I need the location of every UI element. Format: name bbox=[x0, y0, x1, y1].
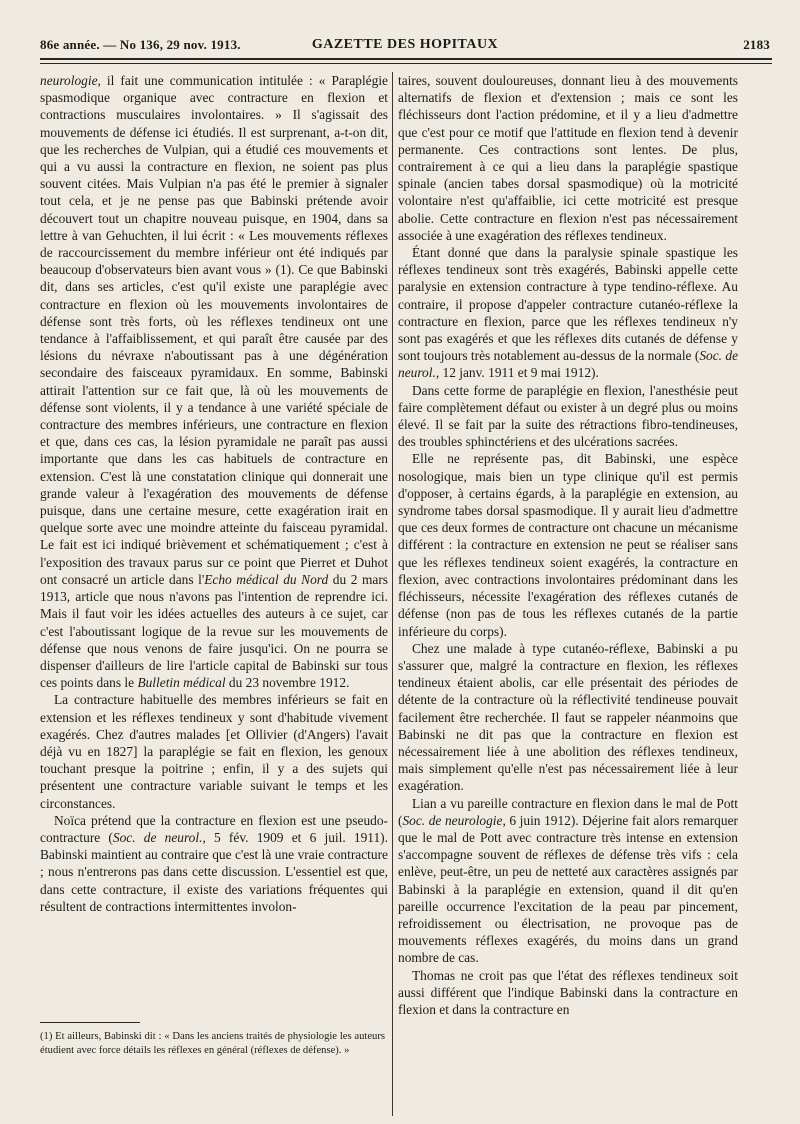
paragraph-text: , 6 juin 1912). Déjerine fait alors remarquer que le mal de Pott avec contracture très intense en extension s'accompagne souvent de réflexes de défense très vifs : cela enlève, peut-être, un peu de netteté aux caractères assignés par Babinski à la paraplégie en extension, quand il dit qu'en pareille occurrence l'excitation de la peau par pincement, refroidissement ou électrisation, ne provoque pas de mouvements réflexes exagérés, du moins dans un grand nombre de cas. bbox=[398, 812, 738, 966]
left-column bbox=[40, 72, 388, 915]
paragraph-text: Étant donné que dans la paralysie spinale spastique les réflexes tendineux sont très exagérés, Babinski appelle cette paralysie en extension contracture à type tendino-réflexe. Au contraire, il propose d'appeler contracture cutanéo-réflexe la contracture en flexion, parce que les réflexes tendineux n'y sont pas exagérés et que les réflexes dits cutanés de défense y sont toujours très notablement au-dessus de la normale ( bbox=[398, 245, 738, 364]
paragraph-text: du 2 mars 1913, article que nous n'avons pas l'intention de reprendre ici. Mais il faut voir les idées actuelles des auteurs à ce sujet, car c'est l'aboutissant logique de la revue sur les mouvements de défense que nous venons de faire jusqu'ici. On ne pourra se dispenser d'ailleurs de lire l'article capital de Babinski sur tous ces points dans le bbox=[40, 571, 389, 691]
header-rule-thin bbox=[40, 63, 772, 64]
journal-citation: Soc. de neurol. bbox=[398, 348, 739, 381]
paragraph bbox=[398, 795, 738, 967]
paragraph: taires, souvent douloureuses, donnant lieu à des mouvements alternatifs de flexion et d'extension ; mais ce sont les fléchisseurs dont l'action prédomine, et il y a lieu d'admettre que c'est pour ce motif que l'attitude en flexion tend à devenir permanente. Ces contractions sont lentes. De plus, contrairement à ce qui a lieu dans la paraplégie spastique spinale (ancien tabes dorsal spasmodique) où la motricité volontaire n'est qu'affaiblie, ici cette motricité est presque abolie. Cette contracture en flexion n'est pas nécessairement associée à une exagération des réflexes tendineux. bbox=[398, 73, 738, 243]
journal-citation: Bulletin médical bbox=[137, 675, 226, 691]
italic-term: neurologie, bbox=[40, 73, 101, 88]
column-divider bbox=[392, 72, 393, 1116]
paragraph-text: il fait une communication intitulée : « Paraplégie spasmodique organique avec contracture en flexion et contractions musculaires involontaires. » Il s'agissait des mouvements de défense ici étudiés. Il est surprenant, a-t-on dit, que les recherches de Vulpian, qui a étudié ces mouvements et qui a vu aussi la contracture en flexion, ne soient pas plus souvent citées. Mais Vulpian n'a pas été le premier à signaler tout cela, et je ne pense pas que Babinski prétende avoir découvert tout un chapitre nouveau puisque, en 1904, dans sa lettre à van Gehuchten, il lui écrit : « Les mouvements réflexes de raccourcissement du membre inférieur ont été indiqués par beaucoup d'observateurs bien avant vous » (1). Ce que Babinski dit, dans ses articles, c'est qu'il existe une paraplégie avec contracture en flexion où les mouvements involontaires de défense sont très forts, où les réflexes tendineux ont une tendance à l'affaiblissement, et qui paraît être causée par des lésions du névraxe n'aboutissant pas à une dégénération secondaire des faisceaux pyramidaux. En somme, Babinski attirait l'attention sur ce fait que, là où les mouvements de défense sont violents, il y a tendance à une variété spéciale de contracture des membres inférieurs, une contracture en flexion et que, dans ces cas, la lésion pyramidale ne paraît pas aussi importante que dans les cas habituels de contracture en extension. C'est là une constatation clinique qui donnerait une grande valeur à l'exagération des mouvements de défense puisque, dans une certaine mesure, cette exagération irait en quelque sorte avec une moindre atteinte du faisceau pyramidal. Le fait est ici indiqué brièvement et schématiquement ; c'est à l'exposition des travaux parus sur ce point que Pierret et Duhot ont consacré un article dans l' bbox=[40, 73, 388, 587]
page-number: 2183 bbox=[743, 37, 770, 52]
issue-info: 86e année. — No 136, 29 nov. 1913. bbox=[40, 37, 241, 52]
paragraph-text: du 23 novembre 1912. bbox=[225, 675, 350, 691]
header-rule-thick bbox=[40, 58, 772, 60]
journal-citation: Soc. de neurol. bbox=[112, 829, 203, 845]
paragraph bbox=[398, 244, 738, 382]
paragraph bbox=[40, 812, 388, 915]
footnote: (1) Et ailleurs, Babinski dit : « Dans les anciens traités de physiologie les auteurs étudient avec force détails les réflexes en général (réflexes de défense). » bbox=[40, 1031, 385, 1056]
paragraph: Elle ne représente pas, dit Babinski, une espèce nosologique, mais bien un type clinique qu'il est permis d'opposer, à certains égards, à la paraplégie en extension, au syndrome tabes dorsal spasmodique. Il y aurait lieu d'admettre que ces deux formes de contracture ont chacune un mécanisme différent : la contracture en extension ne peut se réaliser sans que les réflexes tendineux soient exagérés, la contracture en flexion, avec contractions involontaires prédominant dans les fléchisseurs, nécessite l'exagération des réflexes cutanés de défense (non pas de tous les réflexes cutanés de la partie inférieure du corps). bbox=[398, 451, 738, 639]
paragraph bbox=[40, 72, 388, 691]
paragraph: Dans cette forme de paraplégie en flexion, l'anesthésie peut faire complètement défaut ou exister à un degré plus ou moins élevé. Il se fait par la suite des rétractions fibro-tendineuses, des troubles sphinctériens et des ulcérations sacrées. bbox=[398, 382, 738, 450]
paragraph-text: , 5 fév. 1909 et 6 juil. 1911). Babinski maintient au contraire que c'est là une vraie contracture ; nous n'entrerons pas dans cette discussion. L'essentiel est que, dans cette contracture, il existe des variations fréquentes qui résultent de contractions intermittentes involon- bbox=[40, 829, 388, 914]
paragraph: Chez une malade à type cutanéo-réflexe, Babinski a pu s'assurer que, malgré la contracture en flexion, les réflexes tendineux étaient abolis, car elle présentait des périodes de détente de la contracture où la réflectivité tendineuse pouvait facilement être recherchée. Il faut se rappeler néanmoins que Babinski ne dit pas que la contracture en flexion est nécessairement liée à une abolition des réflexes tendineux, mais simplement qu'elle n'est pas nécessairement liée à leur exagération. bbox=[398, 640, 738, 794]
journal-citation: Echo médical du Nord bbox=[204, 571, 329, 587]
running-header bbox=[40, 33, 770, 57]
paragraph: Thomas ne croit pas que l'état des réflexes tendineux soit aussi différent que l'indique Babinski dans la contracture en flexion et dans la contracture en bbox=[398, 967, 738, 1017]
paragraph-text: Noïca prétend que la contracture en flexion est une pseudo-contracture ( bbox=[40, 812, 388, 845]
paragraph-text: Lian a vu pareille contracture en flexion dans le mal de Pott ( bbox=[398, 795, 738, 828]
journal-title: GAZETTE DES HOPITAUX bbox=[311, 37, 499, 52]
paragraph-text: , 12 janv. 1911 et 9 mai 1912). bbox=[435, 365, 599, 381]
paragraph: La contracture habituelle des membres inférieurs se fait en extension et les réflexes tendineux y sont d'habitude vivement exagérés. Chez d'autres malades [et Ollivier (d'Angers) l'avait déjà vu en 1827] la paraplégie se fait en flexion, les genoux touchant presque la poitrine ; enfin, il y a des sujets qui présentent une contracture variable suivant le temps et les circonstances. bbox=[40, 692, 388, 811]
right-column bbox=[398, 72, 738, 1018]
journal-citation: Soc. de neurologie bbox=[402, 812, 503, 828]
footnote-rule bbox=[40, 1022, 140, 1023]
